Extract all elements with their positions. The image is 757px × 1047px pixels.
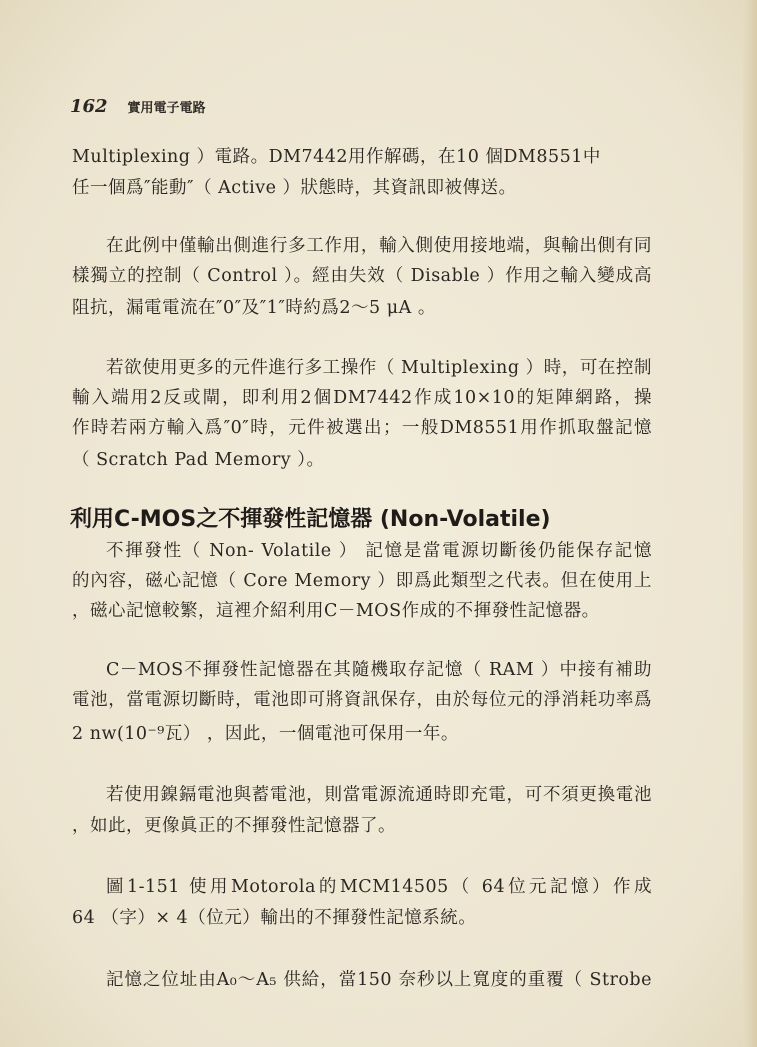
text-line: 阻抗，漏電電流在″0″及″1″時約爲2～5 μA 。: [72, 298, 436, 318]
text-line: 記憶之位址由A₀～A₅ 供給，當150 奈秒以上寬度的重覆（ Strobe: [106, 970, 652, 990]
text-line: ，如此，更像眞正的不揮發性記憶器了。: [72, 816, 396, 836]
running-header: [70, 96, 206, 117]
section-heading: 利用C-MOS之不揮發性記憶器 (Non-Volatile): [70, 507, 551, 532]
text-line: 64 （字）× 4（位元）輸出的不揮發性記憶系統。: [72, 908, 477, 928]
text-line: 2 nw(10⁻⁹瓦） ，因此，一個電池可保用一年。: [72, 724, 459, 744]
page-edge: [743, 0, 757, 1047]
text-line: 在此例中僅輸出側進行多工作用，輸入側使用接地端，與輸出側有同: [106, 236, 652, 256]
text-line: 若欲使用更多的元件進行多工操作（ Multiplexing ）時，可在控制: [106, 358, 652, 378]
text-line: 若使用鎳鎘電池與蓄電池，則當電源流通時即充電，可不須更換電池: [106, 785, 652, 805]
text-line: 圖1-151 使用Motorola的MCM14505（ 64位元記憶）作成: [106, 877, 652, 897]
text-line: 樣獨立的控制（ Control ）。經由失效（ Disable ）作用之輸入變成高: [72, 266, 652, 286]
text-line: 輸入端用2反或閘，即利用2個DM7442作成10×10的矩陣網路，操: [72, 388, 652, 408]
text-line: C－MOS不揮發性記憶器在其隨機取存記憶（ RAM ）中接有補助: [106, 660, 652, 680]
text-line: Multiplexing ）電路。DM7442用作解碼，在10 個DM8551中: [72, 147, 601, 167]
text-line: ，磁心記憶較繁，這裡介紹利用C－MOS作成的不揮發性記憶器。: [72, 601, 600, 621]
book-title: 實用電子電路: [127, 101, 206, 116]
text-line: （ Scratch Pad Memory ）。: [72, 450, 325, 470]
page-number: 162: [70, 96, 108, 117]
text-line: 電池，當電源切斷時，電池即可將資訊保存，由於每位元的淨消耗功率爲: [72, 690, 652, 710]
text-line: 作時若兩方輸入爲″0″時，元件被選出；一般DM8551用作抓取盤記憶: [72, 418, 652, 438]
text-line: 任一個爲″能動″（ Active ）狀態時，其資訊即被傳送。: [72, 178, 517, 198]
text-line: 不揮發性（ Non- Volatile ） 記憶是當電源切斷後仍能保存記憶: [106, 541, 652, 561]
text-line: 的內容，磁心記憶（ Core Memory ）即爲此類型之代表。但在使用上: [72, 571, 652, 591]
